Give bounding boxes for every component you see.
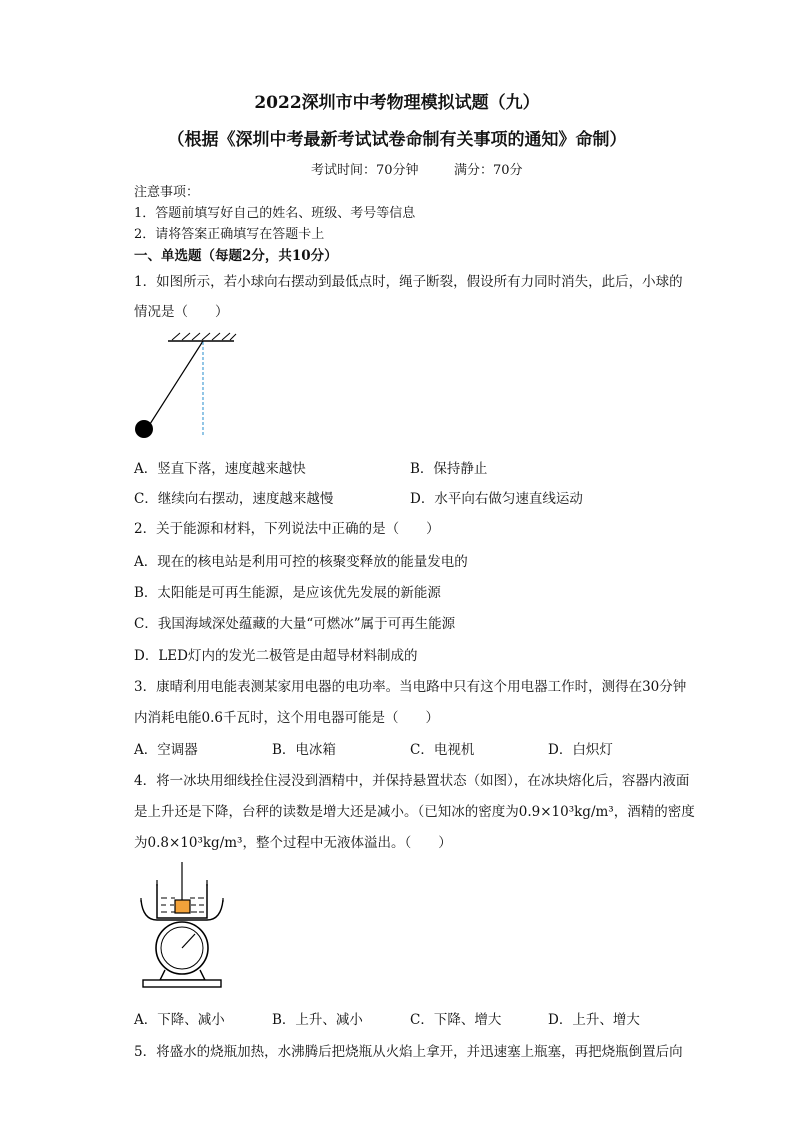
question-stem: 为0.8×10³kg/m³，整个过程中无液体溢出。（ ） [134,835,452,851]
pendulum-figure [130,330,250,445]
option: B．保持静止 [410,461,488,477]
option: C．下降、增大 [410,1012,502,1028]
option: B．电冰箱 [272,742,336,758]
page-title: 2022深圳市中考物理模拟试题（九） [254,93,540,113]
full-score: 满分：70分 [454,163,523,178]
option: A．空调器 [134,742,198,758]
question-stem: 情况是（ ） [134,304,229,320]
question-stem: 是上升还是下降，台秤的读数是增大还是减小。（已知冰的密度为0.9×10³kg/m³，酒精的密度 [134,804,695,820]
option: D．白炽灯 [548,742,613,758]
option: C．电视机 [410,742,475,758]
question-stem: 3．康晴利用电能表测某家用电器的电功率。当电路中只有这个用电器工作时，测得在30分钟 [134,679,687,695]
option: D．上升、增大 [548,1012,640,1028]
note-item: 2．请将答案正确填写在答题卡上 [134,227,325,242]
option: A．现在的核电站是利用可控的核聚变释放的能量发电的 [134,554,468,570]
option: B．上升、减小 [272,1012,363,1028]
notes-heading: 注意事项： [134,185,200,200]
option: C．继续向右摆动，速度越来越慢 [134,491,334,507]
option: C．我国海域深处蕴藏的大量“可燃冰”属于可再生能源 [134,616,456,632]
option: B．太阳能是可再生能源，是应该优先发展的新能源 [134,585,441,601]
option: A．下降、减小 [134,1012,225,1028]
question-stem: 1．如图所示，若小球向右摆动到最低点时，绳子断裂，假设所有力同时消失，此后，小球的 [134,274,683,290]
question-stem: 2．关于能源和材料，下列说法中正确的是（ ） [134,521,440,537]
ice-in-alcohol-figure [135,860,230,990]
option: D．LED灯内的发光二极管是由超导材料制成的 [134,648,418,664]
page-subtitle: （根据《深圳中考最新考试试卷命制有关事项的通知》命制） [167,130,627,150]
option: D．水平向右做匀速直线运动 [410,491,583,507]
question-stem: 4．将一冰块用细线拴住浸没到酒精中，并保持悬置状态（如图），在冰块熔化后，容器内液面 [134,773,690,789]
section-heading: 一、单选题（每题2分，共10分） [134,248,338,264]
question-stem: 5．将盛水的烧瓶加热，水沸腾后把烧瓶从火焰上拿开，并迅速塞上瓶塞，再把烧瓶倒置后向 [134,1044,683,1060]
question-stem: 内消耗电能0.6千瓦时，这个用电器可能是（ ） [134,710,439,726]
option: A．竖直下落，速度越来越快 [134,461,306,477]
note-item: 1．答题前填写好自己的姓名、班级、考号等信息 [134,206,416,221]
exam-time: 考试时间：70分钟 [311,163,419,178]
